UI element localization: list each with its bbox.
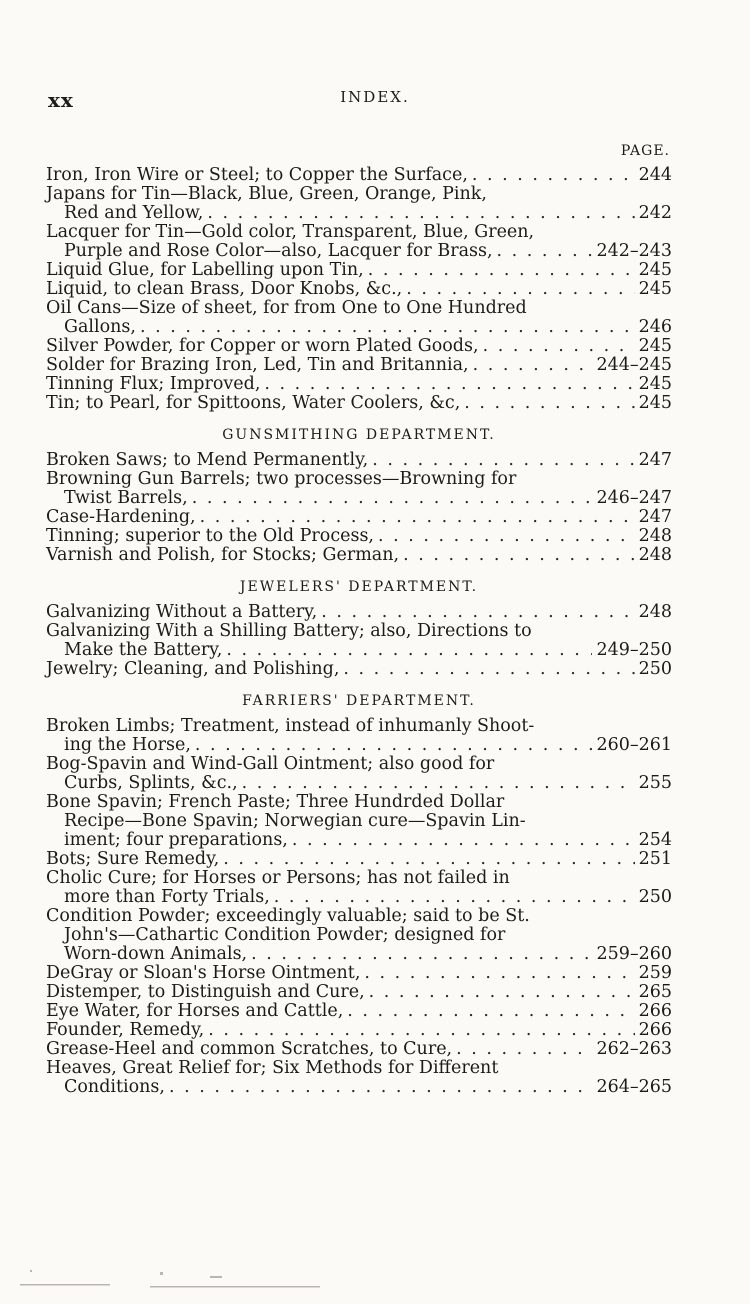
entry-text: Condition Powder; exceedingly valuable; said to be St. (46, 906, 530, 926)
entry-text: Browning Gun Barrels; two processes—Browning for (46, 469, 517, 489)
index-entry (46, 375, 672, 394)
entry-line (46, 717, 672, 736)
entry-line (46, 603, 672, 622)
entry-line (46, 850, 672, 869)
entry-line (46, 470, 672, 489)
entry-text: Red and Yellow, (64, 203, 204, 223)
dot-leader (292, 831, 635, 850)
entry-line (46, 261, 672, 280)
entry-line (46, 508, 672, 527)
entry-text: DeGray or Sloan's Horse Ointment, (46, 963, 361, 983)
dot-leader (406, 280, 634, 299)
index-entry (46, 660, 672, 679)
page-number: 266 (638, 1001, 672, 1021)
dot-leader (242, 774, 635, 793)
index-entry (46, 337, 672, 356)
page-number: 259–260 (596, 944, 672, 964)
index-entry (46, 793, 672, 850)
entry-text: Varnish and Polish, for Stocks; German, (46, 545, 400, 565)
entry-text: Tinning Flux; Improved, (46, 374, 261, 394)
entry-line (46, 869, 672, 888)
entry-line (46, 1059, 672, 1078)
entry-text: John's—Cathartic Condition Powder; designed for (64, 925, 506, 945)
entry-line (46, 945, 672, 964)
entry-line (46, 888, 672, 907)
dot-leader (473, 356, 593, 375)
dot-leader (343, 660, 634, 679)
entry-line (46, 527, 672, 546)
entry-line (46, 451, 672, 470)
page-number: 242 (638, 203, 672, 223)
department-heading: FARRIERS' DEPARTMENT. (242, 693, 476, 709)
entry-line (46, 622, 672, 641)
index-entry (46, 223, 672, 261)
entry-line (46, 223, 672, 242)
page-number: 245 (638, 336, 672, 356)
index-entry (46, 508, 672, 527)
page-number: 245 (638, 279, 672, 299)
entry-text: Make the Battery, (64, 640, 223, 660)
entry-line (46, 1040, 672, 1059)
page-number: 262–263 (596, 1039, 672, 1059)
entry-text: Bone Spavin; French Paste; Three Hundrded Dollar (46, 792, 505, 812)
page-number: 266 (638, 1020, 672, 1040)
index-section (46, 693, 672, 1097)
index-section (46, 579, 672, 679)
index-entry (46, 983, 672, 1002)
entry-line (46, 831, 672, 850)
entry-text: Conditions, (64, 1077, 165, 1097)
index-entry (46, 185, 672, 223)
entry-text: Purple and Rose Color—also, Lacquer for Brass, (64, 241, 493, 261)
entry-text: Gallons, (64, 317, 136, 337)
entry-line (46, 793, 672, 812)
index-section (46, 427, 672, 565)
index-entry (46, 280, 672, 299)
entry-text: Jewelry; Cleaning, and Polishing, (46, 659, 340, 679)
entry-line (46, 356, 672, 375)
entry-text: Liquid, to clean Brass, Door Knobs, &c., (46, 279, 403, 299)
page-number: 250 (638, 887, 672, 907)
index-entry (46, 869, 672, 907)
entry-line (46, 242, 672, 261)
entry-text: Bog-Spavin and Wind-Gall Ointment; also good for (46, 754, 495, 774)
index-entry (46, 964, 672, 983)
index-entry (46, 166, 672, 185)
page-number: 254 (638, 830, 672, 850)
page-number: 250 (638, 659, 672, 679)
page-number: 248 (638, 602, 672, 622)
page-number: 255 (638, 773, 672, 793)
entry-line (46, 1078, 672, 1097)
entry-line (46, 755, 672, 774)
index-entry (46, 622, 672, 660)
entry-text: ing the Horse, (64, 735, 191, 755)
dot-leader (274, 888, 635, 907)
index-entry (46, 1059, 672, 1097)
dot-leader (264, 375, 634, 394)
department-heading: GUNSMITHING DEPARTMENT. (222, 427, 496, 443)
entry-line (46, 812, 672, 831)
index-entry (46, 261, 672, 280)
dot-leader (378, 527, 635, 546)
page-number: 246–247 (596, 488, 672, 508)
entry-text: Worn-down Animals, (64, 944, 248, 964)
entry-line (46, 641, 672, 660)
entry-text: Oil Cans—Size of sheet, for from One to One Hundred (46, 298, 527, 318)
index-entry (46, 470, 672, 508)
page-folio: xx (48, 88, 74, 112)
dot-leader (456, 1040, 592, 1059)
entry-text: Heaves, Great Relief for; Six Methods for Different (46, 1058, 499, 1078)
entry-line (46, 337, 672, 356)
dot-leader (369, 983, 635, 1002)
index-content (46, 166, 672, 1097)
index-entry (46, 1040, 672, 1059)
page-number: 264–265 (596, 1077, 672, 1097)
dot-leader (347, 1002, 634, 1021)
page-number: 245 (638, 393, 672, 413)
page-number: 245 (638, 260, 672, 280)
entry-line (46, 394, 672, 413)
entry-text: more than Forty Trials, (64, 887, 270, 907)
index-entry (46, 356, 672, 375)
running-head-title: INDEX. (340, 88, 410, 106)
entry-text: Japans for Tin—Black, Blue, Green, Orange, Pink, (46, 184, 487, 204)
dot-leader (321, 603, 634, 622)
dot-leader (497, 242, 593, 261)
entry-text: Distemper, to Distinguish and Cure, (46, 982, 365, 1002)
entry-line (46, 983, 672, 1002)
dot-leader (472, 166, 635, 185)
entry-line (46, 166, 672, 185)
entry-line (46, 204, 672, 223)
dot-leader (169, 1078, 592, 1097)
entry-text: Case-Hardening, (46, 507, 196, 527)
index-entry (46, 451, 672, 470)
entry-text: Broken Saws; to Mend Permanently, (46, 450, 369, 470)
entry-text: Galvanizing Without a Battery, (46, 602, 318, 622)
page-number: 246 (638, 317, 672, 337)
entry-line (46, 907, 672, 926)
entry-line (46, 375, 672, 394)
index-entry (46, 1002, 672, 1021)
page-number: 242–243 (596, 241, 672, 261)
entry-text: Solder for Brazing Iron, Led, Tin and Britannia, (46, 355, 469, 375)
entry-text: Iron, Iron Wire or Steel; to Copper the Surface, (46, 165, 468, 185)
entry-text: Liquid Glue, for Labelling upon Tin, (46, 260, 364, 280)
index-entry (46, 755, 672, 793)
index-section (46, 166, 672, 413)
dot-leader (483, 337, 635, 356)
dot-leader (364, 964, 634, 983)
dot-leader (464, 394, 634, 413)
dot-leader (140, 318, 635, 337)
page-column-heading: PAGE. (620, 143, 670, 159)
page-number: 245 (638, 374, 672, 394)
dot-leader (223, 850, 634, 869)
entry-text: Tinning; superior to the Old Process, (46, 526, 374, 546)
index-entry (46, 299, 672, 337)
page-number: 244–245 (596, 355, 672, 375)
entry-text: Twist Barrels, (64, 488, 188, 508)
entry-text: Broken Limbs; Treatment, instead of inhumanly Shoot- (46, 716, 535, 736)
entry-line (46, 185, 672, 204)
index-entry (46, 1021, 672, 1040)
dot-leader (368, 261, 635, 280)
index-entry (46, 603, 672, 622)
entry-text: Tin; to Pearl, for Spittoons, Water Coolers, &c, (46, 393, 461, 413)
entry-line (46, 736, 672, 755)
page-number: 259 (638, 963, 672, 983)
page-number: 248 (638, 545, 672, 565)
page-number: 247 (638, 507, 672, 527)
dot-leader (251, 945, 592, 964)
entry-text: Galvanizing With a Shilling Battery; also, Directions to (46, 621, 532, 641)
entry-line (46, 546, 672, 565)
index-entry (46, 907, 672, 964)
dot-leader (226, 641, 592, 660)
dot-leader (207, 204, 634, 223)
dot-leader (372, 451, 634, 470)
entry-line (46, 1021, 672, 1040)
page-number: 265 (638, 982, 672, 1002)
index-entry (46, 394, 672, 413)
entry-text: Eye Water, for Horses and Cattle, (46, 1001, 344, 1021)
index-entry (46, 717, 672, 755)
page-number: 251 (638, 849, 672, 869)
dot-leader (200, 508, 635, 527)
entry-text: Curbs, Splints, &c., (64, 773, 238, 793)
entry-line (46, 489, 672, 508)
entry-line (46, 280, 672, 299)
index-entry (46, 546, 672, 565)
dot-leader (403, 546, 635, 565)
index-entry (46, 850, 672, 869)
entry-text: Cholic Cure; for Horses or Persons; has not failed in (46, 868, 510, 888)
entry-text: Silver Powder, for Copper or worn Plated Goods, (46, 336, 479, 356)
page-number: 244 (638, 165, 672, 185)
entry-line (46, 318, 672, 337)
page-number: 247 (638, 450, 672, 470)
dot-leader (208, 1021, 634, 1040)
page-number: 249–250 (596, 640, 672, 660)
entry-text: Lacquer for Tin—Gold color, Transparent, Blue, Green, (46, 222, 535, 242)
page-number: 260–261 (596, 735, 672, 755)
entry-line (46, 926, 672, 945)
dot-leader (192, 489, 593, 508)
entry-text: Bots; Sure Remedy, (46, 849, 220, 869)
entry-text: Founder, Remedy, (46, 1020, 205, 1040)
dot-leader (195, 736, 593, 755)
page-edge-smudges (0, 1262, 750, 1302)
entry-line (46, 964, 672, 983)
entry-line (46, 1002, 672, 1021)
department-heading: JEWELERS' DEPARTMENT. (239, 579, 479, 595)
entry-line (46, 660, 672, 679)
entry-line (46, 774, 672, 793)
entry-line (46, 299, 672, 318)
entry-text: iment; four preparations, (64, 830, 288, 850)
index-entry (46, 527, 672, 546)
page-number: 248 (638, 526, 672, 546)
entry-text: Recipe—Bone Spavin; Norwegian cure—Spavin Lin- (64, 811, 526, 831)
entry-text: Grease-Heel and common Scratches, to Cure, (46, 1039, 453, 1059)
